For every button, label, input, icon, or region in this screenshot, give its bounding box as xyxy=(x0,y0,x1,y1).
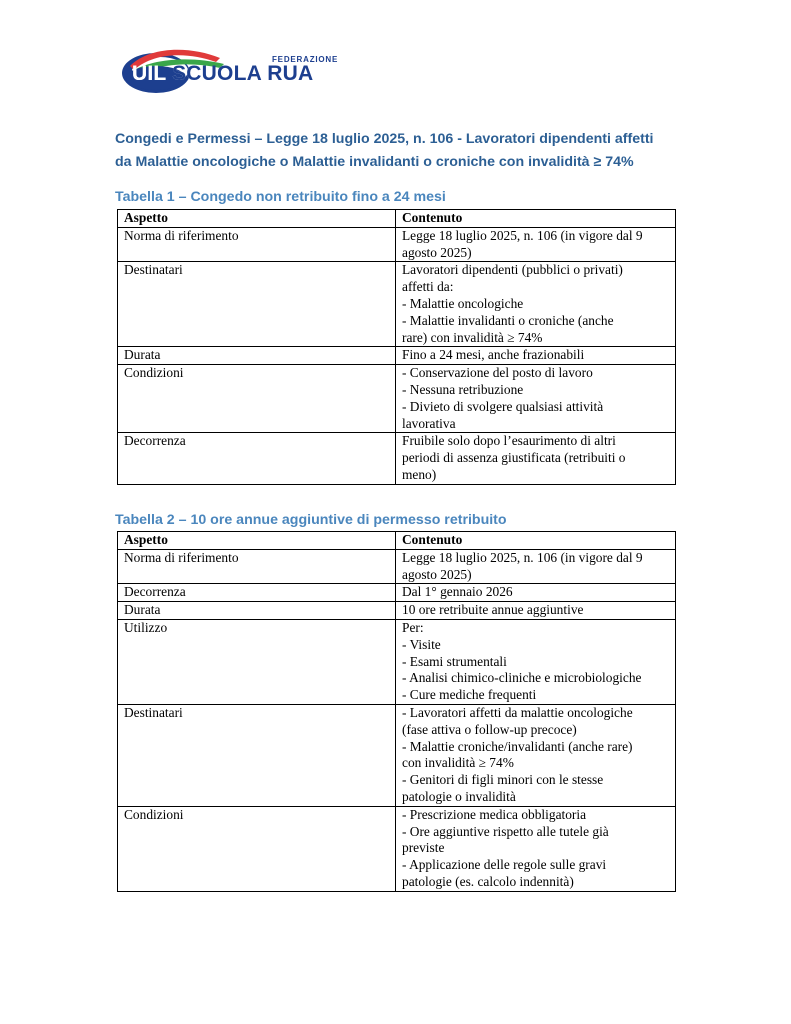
cell-content-line: agosto 2025) xyxy=(402,566,472,582)
cell-content-line: Per: xyxy=(402,619,424,635)
title-line: Congedi e Permessi – Legge 18 luglio 2025, n. 106 - Lavoratori dipendenti affetti xyxy=(115,131,654,147)
table1 xyxy=(117,209,676,485)
table-row xyxy=(118,584,676,602)
table-row xyxy=(118,619,676,704)
cell-content-line: Legge 18 luglio 2025, n. 106 (in vigore dal 9 xyxy=(402,549,643,565)
cell-content-line: - Esami strumentali xyxy=(402,653,507,669)
logo xyxy=(120,44,339,96)
table1-heading: Tabella 1 – Congedo non retribuito fino a 24 mesi xyxy=(115,189,446,205)
cell-content-line: rare) con invalidità ≥ 74% xyxy=(402,329,543,345)
cell-content-line: Legge 18 luglio 2025, n. 106 (in vigore dal 9 xyxy=(402,227,643,243)
cell-aspect: Destinatari xyxy=(118,262,396,347)
table-row xyxy=(118,704,676,806)
cell-aspect: Decorrenza xyxy=(118,433,396,484)
cell-content-line: - Divieto di svolgere qualsiasi attività xyxy=(402,398,604,414)
cell-content-line: meno) xyxy=(402,466,437,482)
cell-content-line: - Cure mediche frequenti xyxy=(402,687,537,703)
cell-content xyxy=(396,584,676,602)
cell-content xyxy=(396,365,676,433)
table-row xyxy=(118,227,676,262)
cell-content xyxy=(396,227,676,262)
table-row xyxy=(118,347,676,365)
logo-federazione: FEDERAZIONE xyxy=(272,55,339,64)
cell-content-line: - Visite xyxy=(402,636,441,652)
cell-content-line: con invalidità ≥ 74% xyxy=(402,755,514,771)
cell-content-line: - Applicazione delle regole sulle gravi xyxy=(402,857,607,873)
cell-content-line: - Conservazione del posto di lavoro xyxy=(402,365,593,381)
cell-content-line: agosto 2025) xyxy=(402,244,472,260)
cell-content xyxy=(396,619,676,704)
cell-content xyxy=(396,549,676,584)
cell-content-line: - Ore aggiuntive rispetto alle tutele già xyxy=(402,823,609,839)
cell-content-line: Dal 1° gennaio 2026 xyxy=(402,584,513,600)
cell-content-line: Fino a 24 mesi, anche frazionabili xyxy=(402,347,585,363)
cell-aspect: Durata xyxy=(118,347,396,365)
cell-content xyxy=(396,602,676,620)
title-line: da Malattie oncologiche o Malattie invalidanti o croniche con invalidità ≥ 74% xyxy=(115,154,634,170)
cell-aspect: Norma di riferimento xyxy=(118,549,396,584)
column-header-content: Contenuto xyxy=(396,210,676,228)
cell-aspect: Norma di riferimento xyxy=(118,227,396,262)
cell-content-line: patologie o invalidità xyxy=(402,788,516,804)
cell-content-line: - Malattie oncologiche xyxy=(402,295,524,311)
document-title xyxy=(115,128,675,174)
table-row xyxy=(118,602,676,620)
table2 xyxy=(117,531,676,892)
cell-content xyxy=(396,806,676,891)
cell-content-line: affetti da: xyxy=(402,279,454,295)
table2-body xyxy=(118,549,676,891)
cell-aspect: Utilizzo xyxy=(118,619,396,704)
cell-content-line: periodi di assenza giustificata (retribuiti o xyxy=(402,450,626,466)
cell-content xyxy=(396,704,676,806)
cell-aspect: Destinatari xyxy=(118,704,396,806)
table-row xyxy=(118,806,676,891)
cell-content-line: - Malattie invalidanti o croniche (anche xyxy=(402,312,614,328)
cell-content-line: Lavoratori dipendenti (pubblici o privati) xyxy=(402,262,623,278)
cell-aspect: Durata xyxy=(118,602,396,620)
cell-content-line: - Analisi chimico-cliniche e microbiologiche xyxy=(402,670,642,686)
cell-content-line: 10 ore retribuite annue aggiuntive xyxy=(402,602,584,618)
cell-aspect: Condizioni xyxy=(118,365,396,433)
cell-content xyxy=(396,347,676,365)
cell-content-line: patologie (es. calcolo indennità) xyxy=(402,873,574,889)
table-row xyxy=(118,549,676,584)
column-header-content: Contenuto xyxy=(396,532,676,550)
cell-content-line: - Lavoratori affetti da malattie oncologiche xyxy=(402,704,633,720)
cell-content-line: - Genitori di figli minori con le stesse xyxy=(402,772,604,788)
cell-content-line: previste xyxy=(402,840,445,856)
cell-aspect: Decorrenza xyxy=(118,584,396,602)
cell-content-line: Fruibile solo dopo l’esaurimento di altri xyxy=(402,433,616,449)
column-header-aspect: Aspetto xyxy=(118,532,396,550)
column-header-aspect: Aspetto xyxy=(118,210,396,228)
cell-content-line: - Nessuna retribuzione xyxy=(402,381,524,397)
table-row xyxy=(118,262,676,347)
table2-heading: Tabella 2 – 10 ore annue aggiuntive di permesso retribuito xyxy=(115,512,507,528)
cell-content-line: - Malattie croniche/invalidanti (anche rare) xyxy=(402,738,633,754)
table-row xyxy=(118,433,676,484)
cell-content xyxy=(396,433,676,484)
table-header-row xyxy=(118,532,676,550)
table-header-row xyxy=(118,210,676,228)
logo-name: UIL SCUOLA RUA xyxy=(132,62,314,85)
cell-content-line: (fase attiva o follow-up precoce) xyxy=(402,721,577,737)
cell-aspect: Condizioni xyxy=(118,806,396,891)
cell-content xyxy=(396,262,676,347)
table1-body xyxy=(118,227,676,484)
cell-content-line: lavorativa xyxy=(402,415,456,431)
cell-content-line: - Prescrizione medica obbligatoria xyxy=(402,806,587,822)
table-row xyxy=(118,365,676,433)
